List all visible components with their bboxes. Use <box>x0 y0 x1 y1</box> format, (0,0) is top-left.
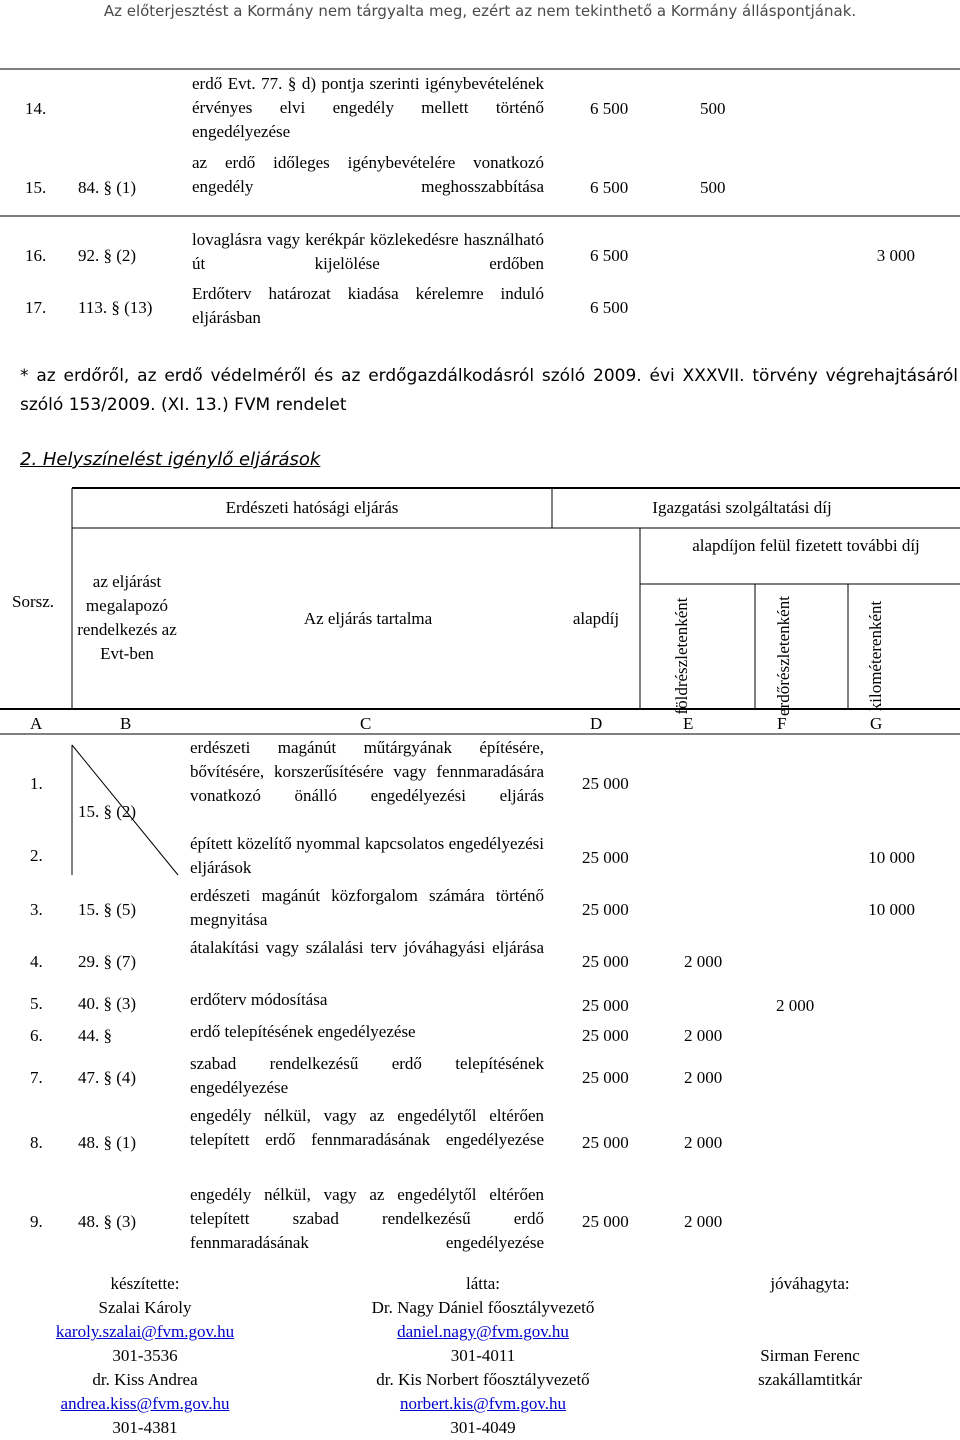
col-letter: E <box>683 714 694 733</box>
procedure-content: épített közelítő nyommal kapcsolatos engedélyezési eljárások <box>190 834 544 877</box>
fee-per-land: 2 000 <box>684 1068 723 1087</box>
reviewer-phone: 301-4049 <box>450 1418 516 1437</box>
fee-per-land: 2 000 <box>684 952 723 971</box>
fee-per-land: 2 000 <box>684 1133 723 1152</box>
base-fee: 25 000 <box>582 996 629 1015</box>
legal-basis: 84. § (1) <box>78 178 137 197</box>
procedure-content: engedély nélkül, vagy az engedélytől eltérően telepített erdő fennmaradásának engedélyezése <box>190 1106 544 1149</box>
legal-basis: 44. § <box>78 1026 112 1045</box>
extra-fee: 500 <box>700 178 726 197</box>
procedure-content: átalakítási vagy szálalási terv jóváhagyási eljárása <box>190 938 544 957</box>
procedure-content: erdő Evt. 77. § d) pontja szerinti igénybevételének érvényes elvi engedély mellett történő engedélyezése <box>192 74 544 141</box>
legal-basis: 15. § (2) <box>78 802 137 821</box>
base-fee: 25 000 <box>582 1068 629 1087</box>
row-number: 7. <box>30 1068 43 1087</box>
base-fee: 25 000 <box>582 900 629 919</box>
col-header-sorsz: Sorsz. <box>12 592 55 611</box>
col-header-per-land: földrészletenként <box>672 597 691 715</box>
procedure-content: engedély nélkül, vagy az engedélytől eltérően telepített szabad rendelkezésű erdő fennmaradásának engedélyezése <box>190 1185 544 1252</box>
procedure-content: szabad rendelkezésű erdő telepítésének engedélyezése <box>190 1054 544 1097</box>
row-number: 8. <box>30 1133 43 1152</box>
footer-label: jóváhagyta: <box>770 1274 850 1293</box>
col-letter: A <box>30 714 43 733</box>
procedure-content: Erdőterv határozat kiadása kérelemre induló eljárásban <box>192 284 544 327</box>
author-name: dr. Kiss Andrea <box>92 1370 198 1389</box>
legal-basis: 29. § (7) <box>78 952 137 971</box>
author-phone: 301-4381 <box>112 1418 178 1437</box>
legal-basis: 15. § (5) <box>78 900 137 919</box>
base-fee: 25 000 <box>582 1133 629 1152</box>
col-header-content: Az eljárás tartalma <box>303 609 433 628</box>
reviewer-phone: 301-4011 <box>450 1346 516 1365</box>
author-email-link[interactable]: andrea.kiss@fvm.gov.hu <box>60 1394 230 1413</box>
base-fee: 6 500 <box>590 178 629 197</box>
procedure-content: az erdő időleges igénybevételére vonatkozó engedély meghosszabbítása <box>192 153 544 196</box>
section-title: 2. Helyszínelést igénylő eljárások <box>20 449 321 470</box>
fee-per-forest: 2 000 <box>776 996 815 1015</box>
footer-prepared-by <box>20 1272 270 1440</box>
procedure-content: erdő telepítésének engedélyezése <box>190 1022 416 1041</box>
col-letter: C <box>360 714 372 733</box>
footer-label: látta: <box>466 1274 500 1293</box>
footnote: * az erdőről, az erdő védelméről és az erdőgazdálkodásról szóló 2009. évi XXXVII. törvény végrehajtásáról szóló 153/2009. (XI. 13.) FVM rendelet <box>20 366 958 415</box>
col-header-per-forest: erdőrészletenként <box>774 596 793 716</box>
col-header-per-land-wrap <box>670 596 730 716</box>
row-number: 3. <box>30 900 43 919</box>
row-number: 16. <box>25 246 47 265</box>
legal-basis: 92. § (2) <box>78 246 137 265</box>
reviewer-name: Dr. Nagy Dániel főosztályvezető <box>371 1298 595 1317</box>
procedure-content: erdőterv módosítása <box>190 990 328 1009</box>
procedure-content: lovaglásra vagy kerékpár közlekedésre használható út kijelölése erdőben <box>192 230 544 273</box>
row-number: 17. <box>25 298 47 317</box>
footer-approved-by <box>710 1272 910 1392</box>
row-number: 4. <box>30 952 43 971</box>
row-number: 9. <box>30 1212 43 1231</box>
col-letter: D <box>590 714 603 733</box>
col-header-basis: az eljárást megalapozó rendelkezés az Evt-ben <box>77 572 177 663</box>
approver-name: Sirman Ferenc <box>760 1346 860 1365</box>
row-number: 5. <box>30 994 43 1013</box>
footer-reviewed-by <box>330 1272 636 1440</box>
extra-fee: 3 000 <box>876 246 915 265</box>
header-notice: Az előterjesztést a Kormány nem tárgyalta meg, ezért az nem tekinthető a Kormány álláspontjának. <box>103 2 857 20</box>
legal-basis: 48. § (1) <box>78 1133 137 1152</box>
col-letter: G <box>870 714 883 733</box>
base-fee: 6 500 <box>590 298 629 317</box>
legal-basis: 40. § (3) <box>78 994 137 1013</box>
legal-basis: 113. § (13) <box>78 298 153 317</box>
group-header-fee: Igazgatási szolgáltatási díj <box>652 498 832 517</box>
extra-fee: 500 <box>700 99 726 118</box>
fee-per-km: 10 000 <box>868 900 915 919</box>
row-number: 1. <box>30 774 43 793</box>
col-letter: F <box>777 714 787 733</box>
author-email-link[interactable]: karoly.szalai@fvm.gov.hu <box>55 1322 235 1341</box>
procedure-content: erdészeti magánút közforgalom számára történő megnyitása <box>190 886 544 929</box>
fee-per-km: 10 000 <box>868 848 915 867</box>
col-header-per-forest-wrap <box>772 596 832 716</box>
legal-basis: 48. § (3) <box>78 1212 137 1231</box>
col-header-per-km: kilométerenként <box>866 600 885 712</box>
extra-fee-header: alapdíjon felül fizetett további díj <box>692 536 920 555</box>
base-fee: 25 000 <box>582 1212 629 1231</box>
fee-per-land: 2 000 <box>684 1212 723 1231</box>
author-phone: 301-3536 <box>112 1346 178 1365</box>
row-number: 14. <box>25 99 47 118</box>
row-number: 2. <box>30 846 43 865</box>
base-fee: 25 000 <box>582 774 629 793</box>
reviewer-name: dr. Kis Norbert főosztályvezető <box>376 1370 590 1389</box>
base-fee: 6 500 <box>590 246 629 265</box>
procedure-content: erdészeti magánút műtárgyának építésére, bővítésére, korszerűsítésére vagy fennmaradására vonatkozó önálló engedélyezési eljárás <box>190 738 544 805</box>
footer-label: készítette: <box>110 1274 180 1293</box>
author-name: Szalai Károly <box>98 1298 192 1317</box>
base-fee: 25 000 <box>582 848 629 867</box>
legal-basis: 47. § (4) <box>78 1068 137 1087</box>
row-number: 15. <box>25 178 47 197</box>
col-letter: B <box>120 714 132 733</box>
base-fee: 6 500 <box>590 99 629 118</box>
base-fee: 25 000 <box>582 1026 629 1045</box>
col-header-per-km-wrap <box>864 596 924 716</box>
col-header-base-fee: alapdíj <box>572 609 620 628</box>
approver-title: szakállamtitkár <box>758 1370 862 1389</box>
row-number: 6. <box>30 1026 43 1045</box>
reviewer-email-link[interactable]: daniel.nagy@fvm.gov.hu <box>397 1322 569 1341</box>
base-fee: 25 000 <box>582 952 629 971</box>
group-header-procedure: Erdészeti hatósági eljárás <box>225 498 399 517</box>
reviewer-email-link[interactable]: norbert.kis@fvm.gov.hu <box>399 1394 567 1413</box>
fee-per-land: 2 000 <box>684 1026 723 1045</box>
